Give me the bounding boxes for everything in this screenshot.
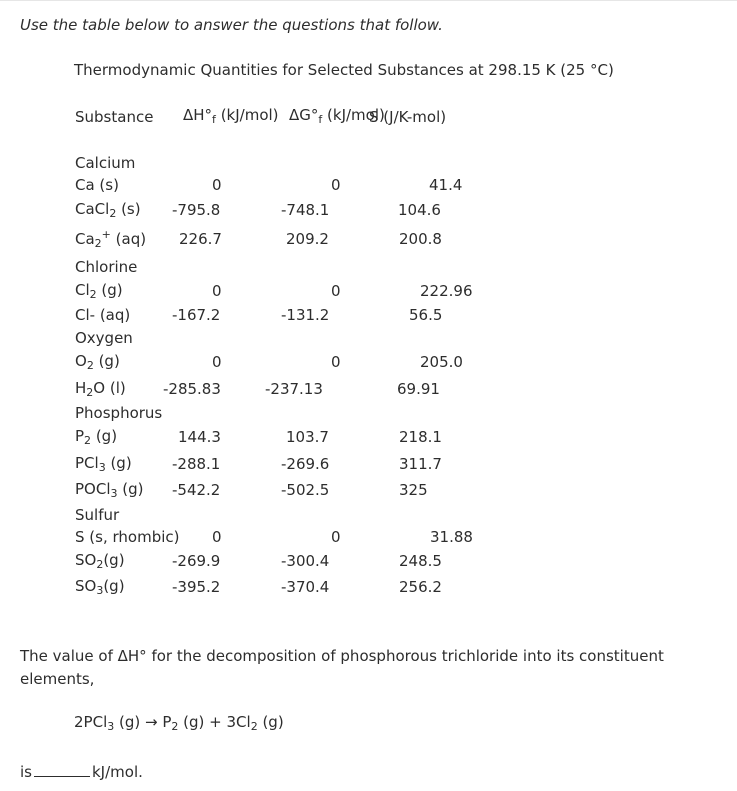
- s-value: 56.5: [409, 306, 443, 324]
- substance-cacl2-s: CaCl$_2$ (s): [75, 200, 141, 220]
- group-oxygen: Oxygen: [75, 329, 133, 347]
- dh-value: -795.8: [172, 201, 221, 219]
- dh-value: -288.1: [172, 455, 221, 473]
- dg-value: 103.7: [286, 428, 329, 446]
- substance-s-rhombic: S (s, rhombic): [75, 528, 180, 546]
- s-value: 69.91: [397, 380, 440, 398]
- dg-value: -269.6: [281, 455, 330, 473]
- dg-value: 0: [331, 528, 341, 546]
- substance-ca-s: Ca (s): [75, 176, 119, 194]
- header-entropy: S (J/K-mol): [369, 108, 447, 126]
- s-value: 256.2: [399, 578, 442, 596]
- s-value: 200.8: [399, 230, 442, 248]
- dg-value: 0: [331, 176, 341, 194]
- dg-value: -748.1: [281, 201, 330, 219]
- dh-value: 0: [212, 282, 222, 300]
- header-substance: Substance: [75, 108, 154, 126]
- group-chlorine: Chlorine: [75, 258, 138, 276]
- question-text: The value of ΔH° for the decomposition of phosphorous trichloride into its constituent: [20, 647, 664, 665]
- dg-value: -300.4: [281, 552, 330, 570]
- dh-value: 0: [212, 528, 222, 546]
- answer-blank[interactable]: [34, 762, 90, 777]
- instruction-text: Use the table below to answer the questions that follow.: [20, 16, 443, 34]
- substance-pcl3-g: PCl$_3$ (g): [75, 454, 132, 474]
- table-title: Thermodynamic Quantities for Selected Substances at 298.15 K (25 °C): [74, 61, 614, 79]
- s-value: 104.6: [398, 201, 441, 219]
- s-value: 205.0: [420, 353, 463, 371]
- substance-ca2-aq: $Ca_2^+$ (aq): [75, 228, 147, 250]
- dh-value: 0: [212, 353, 222, 371]
- substance-cl-aq: Cl- (aq): [75, 306, 131, 324]
- dh-value: -167.2: [172, 306, 221, 324]
- dg-value: -131.2: [281, 306, 330, 324]
- dh-value: -395.2: [172, 578, 221, 596]
- top-divider: [0, 0, 737, 1]
- question-text-continued: elements,: [20, 670, 95, 688]
- group-calcium: Calcium: [75, 154, 136, 172]
- dh-value: 226.7: [179, 230, 222, 248]
- s-value: 222.96: [420, 282, 473, 300]
- s-value: 311.7: [399, 455, 442, 473]
- dh-value: 0: [212, 176, 222, 194]
- substance-pocl3-g: POCl$_3$ (g): [75, 480, 144, 500]
- reaction-equation: 2PCl$_3$ $(g) \to P_2$ $(g) + 3Cl_2$ (g): [74, 713, 284, 733]
- dh-value: -285.83: [163, 380, 221, 398]
- s-value: 218.1: [399, 428, 442, 446]
- substance-so2-g: $SO_2(g)$: [75, 551, 125, 571]
- dh-value: -542.2: [172, 481, 221, 499]
- group-phosphorus: Phosphorus: [75, 404, 163, 422]
- dg-value: 0: [331, 353, 341, 371]
- substance-h2o-l: $H_2O$ (l): [75, 379, 126, 399]
- substance-so3-g: $SO_3(g)$: [75, 577, 125, 597]
- s-value: 248.5: [399, 552, 442, 570]
- dh-value: 144.3: [178, 428, 221, 446]
- s-value: 325: [399, 481, 428, 499]
- substance-o2-g: $O_2$ (g): [75, 352, 120, 372]
- dg-value: 0: [331, 282, 341, 300]
- s-value: 41.4: [429, 176, 463, 194]
- group-sulfur: Sulfur: [75, 506, 120, 524]
- dg-value: 209.2: [286, 230, 329, 248]
- header-enthalpy: $\Delta H^\circ_f$ (kJ/mol): [183, 106, 279, 126]
- substance-cl2-g: $Cl_2$ (g): [75, 281, 123, 301]
- dg-value: -502.5: [281, 481, 330, 499]
- dg-value: -370.4: [281, 578, 330, 596]
- dh-value: -269.9: [172, 552, 221, 570]
- dg-value: -237.13: [265, 380, 323, 398]
- substance-p2-g: $P_2$ (g): [75, 427, 118, 447]
- answer-line: is kJ/mol.: [20, 763, 143, 781]
- s-value: 31.88: [430, 528, 473, 546]
- header-gibbs: $\Delta G^\circ_f$ (kJ/mol): [289, 106, 385, 126]
